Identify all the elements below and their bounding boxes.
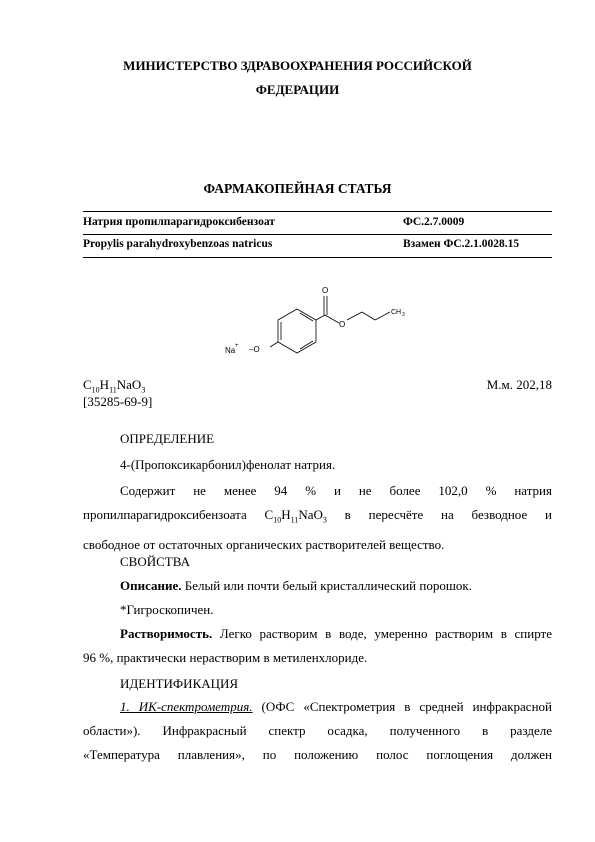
chemical-name: 4-(Пропоксикарбонил)фенолат натрия. — [120, 457, 336, 472]
bottom-rule — [83, 257, 552, 258]
sodium-charge: + — [235, 343, 239, 349]
definition-heading: ОПРЕДЕЛЕНИЕ — [120, 431, 215, 446]
benzene-ring — [278, 309, 316, 353]
sodium-label: Na — [225, 346, 236, 355]
monograph-code: ФС.2.7.0009 — [403, 216, 465, 228]
molecular-formula: $C_{10}H_{11}NaO_3$ — [83, 377, 146, 395]
content-line-2: пропилпарагидроксибензоата $C_{10}H_{11}NaO_3$ в пересчёте на безводное и — [83, 507, 553, 525]
top-rule — [83, 211, 552, 212]
monograph-replaces: Взамен ФС.2.1.0028.15 — [403, 238, 520, 250]
hygroscopic-note: *Гигроскопичен. — [120, 602, 214, 617]
solubility-paragraph — [83, 622, 552, 670]
middle-rule — [83, 234, 552, 235]
ident-line-2: области»). Инфракрасный спектр осадка, полученного в разделе — [83, 723, 552, 738]
ident-line-1: 1. ИК-спектрометрия. (ОФС «Спектрометрия в средней инфракрасной — [120, 699, 552, 714]
cas-number: [35285-69-9] — [83, 394, 153, 409]
monograph-name-ru: Натрия пропилпарагидроксибензоат — [83, 216, 275, 228]
phenolate-oxygen-label: –O — [249, 345, 260, 354]
solubility-line-2: 96 %, практически нерастворим в метиленхлориде. — [83, 650, 368, 665]
identification-heading: ИДЕНТИФИКАЦИЯ — [120, 676, 239, 691]
structural-formula — [215, 280, 425, 360]
ministry-line-2: ФЕДЕРАЦИИ — [255, 82, 340, 97]
ester-oxygen-label: O — [339, 320, 346, 329]
content-line-1: Содержит не менее 94 % и не более 102,0 % натрия — [120, 483, 552, 498]
description: Описание. Белый или почти белый кристаллический порошок. — [120, 578, 472, 593]
identification-paragraph — [83, 695, 552, 767]
article-title: ФАРМАКОПЕЙНАЯ СТАТЬЯ — [203, 181, 392, 196]
molecular-mass: М.м. 202,18 — [486, 377, 552, 392]
content-paragraph — [83, 479, 552, 557]
carbonyl-oxygen-label: O — [322, 286, 329, 295]
monograph-name-latin: Propylis parahydroxybenzoas natricus — [83, 238, 273, 250]
content-line-3: свободное от остаточных органических растворителей вещество. — [83, 536, 445, 552]
ident-line-3: «Температура плавления», по положению полос поглощения должен — [83, 747, 552, 762]
methyl-subscript: 3 — [402, 312, 405, 318]
ministry-heading — [60, 54, 535, 102]
solubility-line-1: Растворимость. Легко растворим в воде, умеренно растворим в спирте — [120, 626, 552, 641]
methyl-label: CH — [391, 309, 402, 316]
properties-heading: СВОЙСТВА — [120, 554, 190, 569]
ministry-line-1: МИНИСТЕРСТВО ЗДРАВООХРАНЕНИЯ РОССИЙСКОЙ — [123, 58, 472, 73]
